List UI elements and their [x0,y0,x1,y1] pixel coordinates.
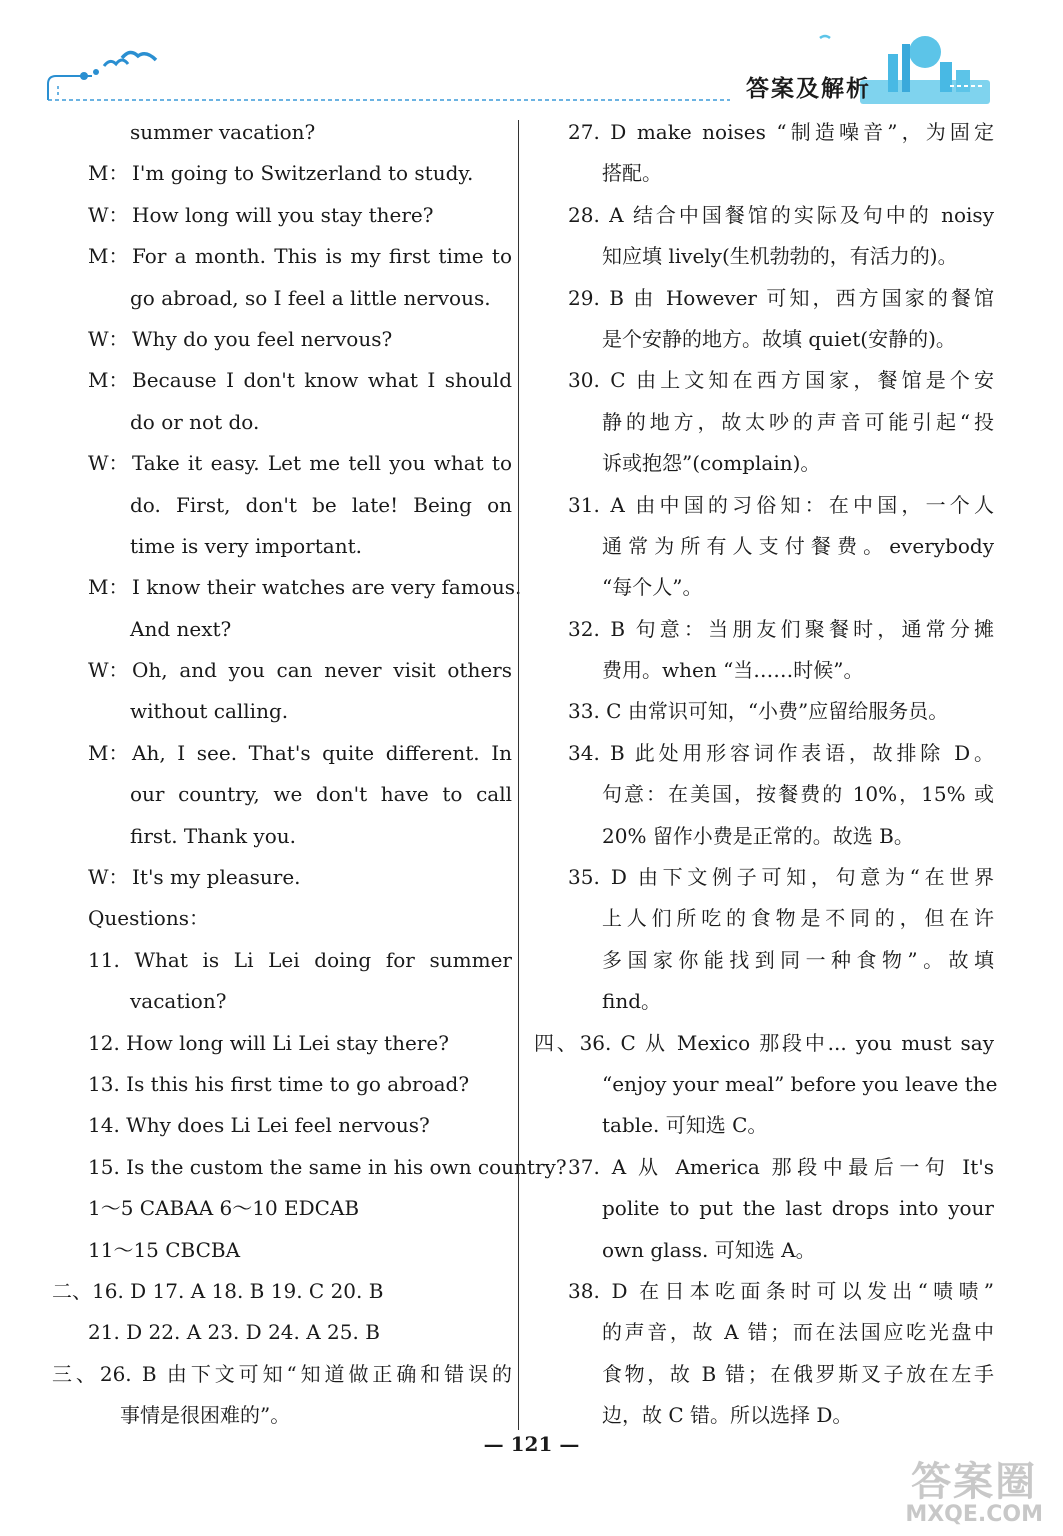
text-line [52,402,512,443]
line-text: 诉或抱怨”(complain)。 [602,451,821,476]
text-line [52,857,512,898]
text-line [52,1023,512,1064]
text-line [52,1230,512,1271]
text-line [534,1105,994,1146]
line-text: without calling. [130,699,289,724]
line-text: polite to put the last drops into your [602,1196,994,1221]
text-line [52,816,512,857]
line-text: summer vacation? [130,120,316,144]
text-line [534,1188,994,1229]
line-text: “enjoy your meal” before you leave the [602,1071,998,1096]
line-text: 14. Why does Li Lei feel nervous? [88,1113,430,1138]
text-line [52,153,512,194]
speaker-label: M： [88,368,129,393]
line-text: 四、36. C 从 Mexico 那段中... you must say [534,1030,994,1055]
text-line [52,526,512,567]
line-text: “每个人”。 [602,575,703,600]
line-text: 20% 留作小费是正常的。故选 B。 [602,823,914,848]
text-line [52,733,512,774]
text-line [534,360,994,401]
watermark-logo: 答案圈 [911,1459,1038,1505]
watermark [905,1459,1043,1527]
line-text: 34. B 此处用形容词作表语，故排除 D。 [568,740,994,765]
text-line [52,1312,512,1353]
line-text: own glass. 可知选 A。 [602,1237,816,1262]
line-text: 11. What is Li Lei doing for summer [88,947,512,972]
line-text: And next? [130,616,232,641]
bird-icon [820,36,830,38]
line-text: 13. Is this his first time to go abroad? [88,1071,470,1096]
watermark-url: MXQE.COM [905,1502,1043,1527]
line-text: 事情是很困难的”。 [120,1403,291,1428]
text-line [52,1395,512,1436]
text-line [534,319,994,360]
line-text: time is very important. [130,533,362,558]
text-line [534,774,994,815]
text-line [52,981,512,1022]
line-text: 的声音，故 A 错；而在法国应吃光盘中 [602,1320,994,1345]
header-decoration [0,0,1063,112]
text-line [534,650,994,691]
text-line [534,1064,998,1105]
speaker-label: M： [88,161,129,186]
text-line [534,733,994,774]
line-text: 通常为所有人支付餐费。everybody [602,533,994,558]
text-line [52,1064,512,1105]
page-number: — 121 — [483,1432,580,1456]
line-text: Take it easy. Let me tell you what to [132,451,512,476]
header-bar [860,80,990,104]
line-text: Ah, I see. That's quite different. In [132,740,512,765]
line-text: Oh, and you can never visit others [132,658,512,683]
text-line [534,1147,994,1188]
text-line [52,1147,567,1188]
line-text: I'm going to Switzerland to study. [132,161,474,186]
bird-icon [122,52,156,60]
speaker-label: W： [88,451,129,476]
text-line [52,360,512,401]
line-text: 37. A 从 America 那段中最后一句 It's [568,1154,994,1179]
line-text: do. First, don't be late! Being on [130,492,512,517]
line-text: 费用。when “当……时候”。 [602,658,864,683]
left-column [52,112,567,1437]
line-text: Why do you feel nervous? [132,326,393,351]
text-line [534,153,994,194]
speaker-label: M： [88,244,129,269]
text-line [534,526,994,567]
line-text: 15. Is the custom the same in his own country? [88,1154,567,1179]
text-line [534,898,994,939]
line-text: 搭配。 [602,161,662,186]
right-column [534,112,998,1437]
line-text: I know their watches are very famous. [132,575,522,600]
building-icon [956,70,970,92]
text-line [52,278,512,319]
text-line [52,319,512,360]
text-line [52,774,512,815]
line-text: 二、16. D 17. A 18. B 19. C 20. B [52,1278,384,1303]
building-icon [888,54,898,92]
text-line [52,195,512,236]
line-text: 28. A 结合中国餐馆的实际及句中的 noisy [568,202,994,227]
line-text: 29. B 由 However 可知，西方国家的餐馆 [568,285,994,310]
line-text: 食物，故 B 错；在俄罗斯叉子放在左手 [602,1361,994,1386]
text-line [534,857,994,898]
line-text: 边，故 C 错。所以选择 D。 [602,1403,853,1428]
building-icon [940,62,952,92]
column-divider [518,120,519,1430]
text-line [534,1395,994,1436]
line-text: 三、26. B 由下文可知“知道做正确和错误的 [52,1361,512,1386]
line-text: 是个安静的地方。故填 quiet(安静的)。 [602,326,956,351]
text-line [52,1354,512,1395]
speaker-label: W： [88,658,129,683]
line-text: 31. A 由中国的习俗知：在中国，一个人 [568,492,994,517]
text-line [534,1312,994,1353]
page-header [0,0,1063,112]
text-line [52,443,512,484]
text-line [534,278,994,319]
speaker-label: M： [88,740,129,765]
bird-icon [104,60,128,66]
line-text: 21. D 22. A 23. D 24. A 25. B [88,1320,380,1345]
line-text: 1～5 CABAA 6～10 EDCAB [88,1196,360,1221]
text-line [52,691,512,732]
line-text: How long will you stay there? [132,202,434,227]
line-text: 33. C 由常识可知，“小费”应留给服务员。 [568,699,949,724]
text-line [534,609,994,650]
text-line [52,485,512,526]
text-line [52,567,522,608]
text-line [52,1105,512,1146]
dot-icon [93,69,99,75]
line-text: It's my pleasure. [132,865,301,890]
globe-icon [909,36,941,68]
line-text: 知应填 lively(生机勃勃的，有活力的)。 [602,244,958,269]
line-text: go abroad, so I feel a little nervous. [130,285,491,310]
line-text: 38. D 在日本吃面条时可以发出“啧啧” [568,1278,994,1303]
text-line [534,1230,994,1271]
speaker-label: W： [88,865,129,890]
line-text: find。 [602,989,662,1014]
text-line [52,609,512,650]
text-line [534,443,994,484]
line-text: 12. How long will Li Lei stay there? [88,1030,449,1055]
text-line [52,650,512,691]
header-title: 答案及解析 [746,76,871,102]
line-text: 32. B 句意：当朋友们聚餐时，通常分摊 [568,616,994,641]
text-line [52,112,512,153]
line-text: 11～15 CBCBA [88,1237,241,1262]
text-line [534,485,994,526]
text-line [534,1023,994,1064]
text-line [52,1188,512,1229]
text-line [534,816,994,857]
speaker-label: M： [88,575,129,600]
line-text: 句意：在美国，按餐费的 10%，15% 或 [602,782,994,807]
line-text: 27. D make noises “制造噪音”，为固定 [568,120,994,144]
text-line [534,981,994,1022]
text-line [52,940,512,981]
text-line [534,195,994,236]
line-text: Because I don't know what I should [132,368,512,393]
line-text: For a month. This is my first time to [132,244,512,269]
line-text: first. Thank you. [130,823,296,848]
line-text: table. 可知选 C。 [602,1113,768,1138]
line-text: Questions： [88,906,209,931]
line-text: 35. D 由下文例子可知，句意为“在世界 [568,865,994,890]
line-text: do or not do. [130,409,260,434]
text-line [534,236,994,277]
text-line [534,1354,994,1395]
text-line [534,567,994,608]
text-line [534,691,994,732]
speaker-label: W： [88,326,129,351]
text-line [52,1271,512,1312]
line-text: 多国家你能找到同一种食物”。故填 [602,947,994,972]
line-text: 上人们所吃的食物是不同的，但在许 [602,906,994,931]
line-text: 30. C 由上文知在西方国家，餐馆是个安 [568,368,994,393]
building-icon [902,44,910,92]
line-text: vacation? [130,989,227,1014]
text-line [534,1271,994,1312]
text-line [52,898,512,939]
speaker-label: W： [88,202,129,227]
line-text: 静的地方，故太吵的声音可能引起“投 [602,409,994,434]
text-line [534,112,994,153]
text-line [52,236,512,277]
line-text: our country, we don't have to call [130,782,512,807]
text-line [534,940,994,981]
text-line [534,402,994,443]
